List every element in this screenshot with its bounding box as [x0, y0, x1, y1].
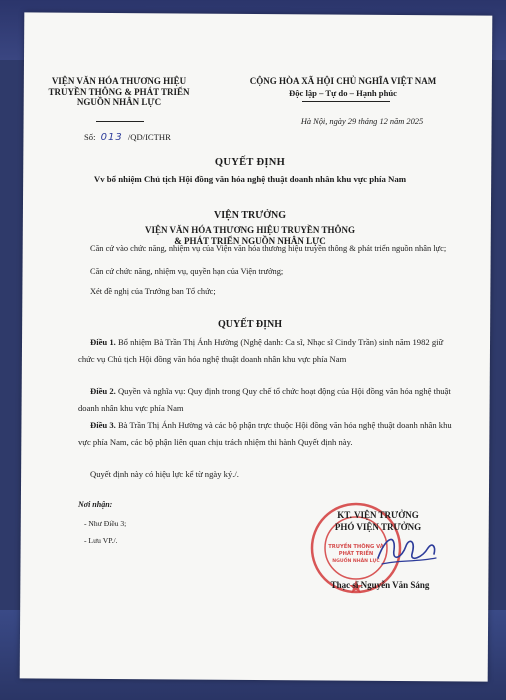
stamp-text-2: PHÁT TRIỂN [338, 551, 374, 557]
doc-number-handwritten: 013 [100, 132, 123, 143]
recipient-item: - Lưu VP./. [84, 536, 118, 545]
authority-org-line-2: & PHÁT TRIỂN NGUỒN NHÂN LỰC [174, 235, 326, 246]
signer-name: Thạc sĩ Nguyễn Văn Sáng [330, 580, 430, 590]
article-3 [78, 417, 460, 451]
article-1 [78, 334, 460, 368]
org-line-3: NGUỒN NHÂN LỰC [76, 97, 162, 107]
document-number [84, 132, 171, 143]
authority-title: VIỆN TRƯỞNG [214, 210, 286, 221]
national-title: CỘNG HÒA XÃ HỘI CHỦ NGHĨA VIỆT NAM [249, 76, 437, 86]
article-3-text: Bà Trần Thị Ánh Hường và các bộ phận trực thuộc Hội đồng văn hóa nghệ thuật doanh nhân khu vực phía Nam, các bộ phận liên quan chịu trách nhiệm thi hành Quyết định này. [78, 420, 452, 447]
decide-title: QUYẾT ĐỊNH [218, 319, 282, 330]
national-motto: Độc lập – Tự do – Hạnh phúc [289, 88, 397, 98]
org-line-1: VIỆN VĂN HÓA THƯƠNG HIỆU [51, 76, 187, 86]
doc-number-prefix: Số: [84, 132, 96, 142]
authority-org-line-1: VIỆN VĂN HÓA THƯƠNG HIỆU TRUYỀN THÔNG [144, 225, 356, 235]
org-line-2: TRUYỀN THÔNG & PHÁT TRIỂN [48, 86, 190, 97]
authority-organization [0, 225, 500, 246]
issuing-organization [34, 76, 204, 108]
signature-title-2: PHÓ VIỆN TRƯỞNG [334, 522, 422, 532]
article-1-label: Điều 1. [90, 337, 116, 347]
article-3-label: Điều 3. [90, 420, 116, 430]
recipient-item: - Như Điều 3; [84, 519, 127, 528]
basis-3: Xét đề nghị của Trưởng ban Tổ chức; [90, 287, 216, 296]
doc-number-suffix: /QD/ICTHR [127, 132, 171, 142]
signature-title-1: KT. VIỆN TRƯỞNG [337, 510, 419, 520]
basis-2: Căn cứ chức năng, nhiệm vụ, quyền hạn của Viện trưởng; [90, 267, 284, 276]
document-date: Hà Nội, ngày 29 tháng 12 năm 2025 [300, 117, 424, 126]
decision-subject: Vv bổ nhiệm Chủ tịch Hội đồng văn hóa nghệ thuật doanh nhân khu vực phía Nam [93, 174, 407, 184]
article-2 [78, 383, 460, 417]
org-underline [96, 121, 144, 122]
decision-title: QUYẾT ĐỊNH [214, 157, 286, 168]
motto-underline [302, 101, 390, 102]
handwritten-signature [372, 528, 442, 573]
effective-clause: Quyết định này có hiệu lực kể từ ngày ký./. [90, 469, 239, 479]
recipients-heading: Nơi nhận: [78, 500, 113, 509]
article-2-text: Quyền và nghĩa vụ: Quy định trong Quy chế tổ chức hoạt động của Hội đồng văn hóa nghệ thuật doanh nhân khu vực phía Nam [78, 386, 451, 413]
article-2-label: Điều 2. [90, 386, 116, 396]
stamp-text-1: TRUYỀN THÔNG VÀ [328, 544, 384, 550]
article-1-text: Bổ nhiệm Bà Trần Thị Ánh Hường (Nghệ danh: Ca sĩ, Nhạc sĩ Cindy Trần) sinh năm 1982 giữ chức vụ Chủ tịch Hội đồng văn hóa nghệ thuật doanh nhân khu vực phía Nam [78, 337, 444, 364]
stamp-text-3: NGUỒN NHÂN LỰC [332, 559, 380, 564]
basis-1: Căn cứ vào chức năng, nhiệm vụ của Viện văn hóa thương hiệu truyền thông & phát triển nguồn nhân lực; [90, 244, 447, 253]
